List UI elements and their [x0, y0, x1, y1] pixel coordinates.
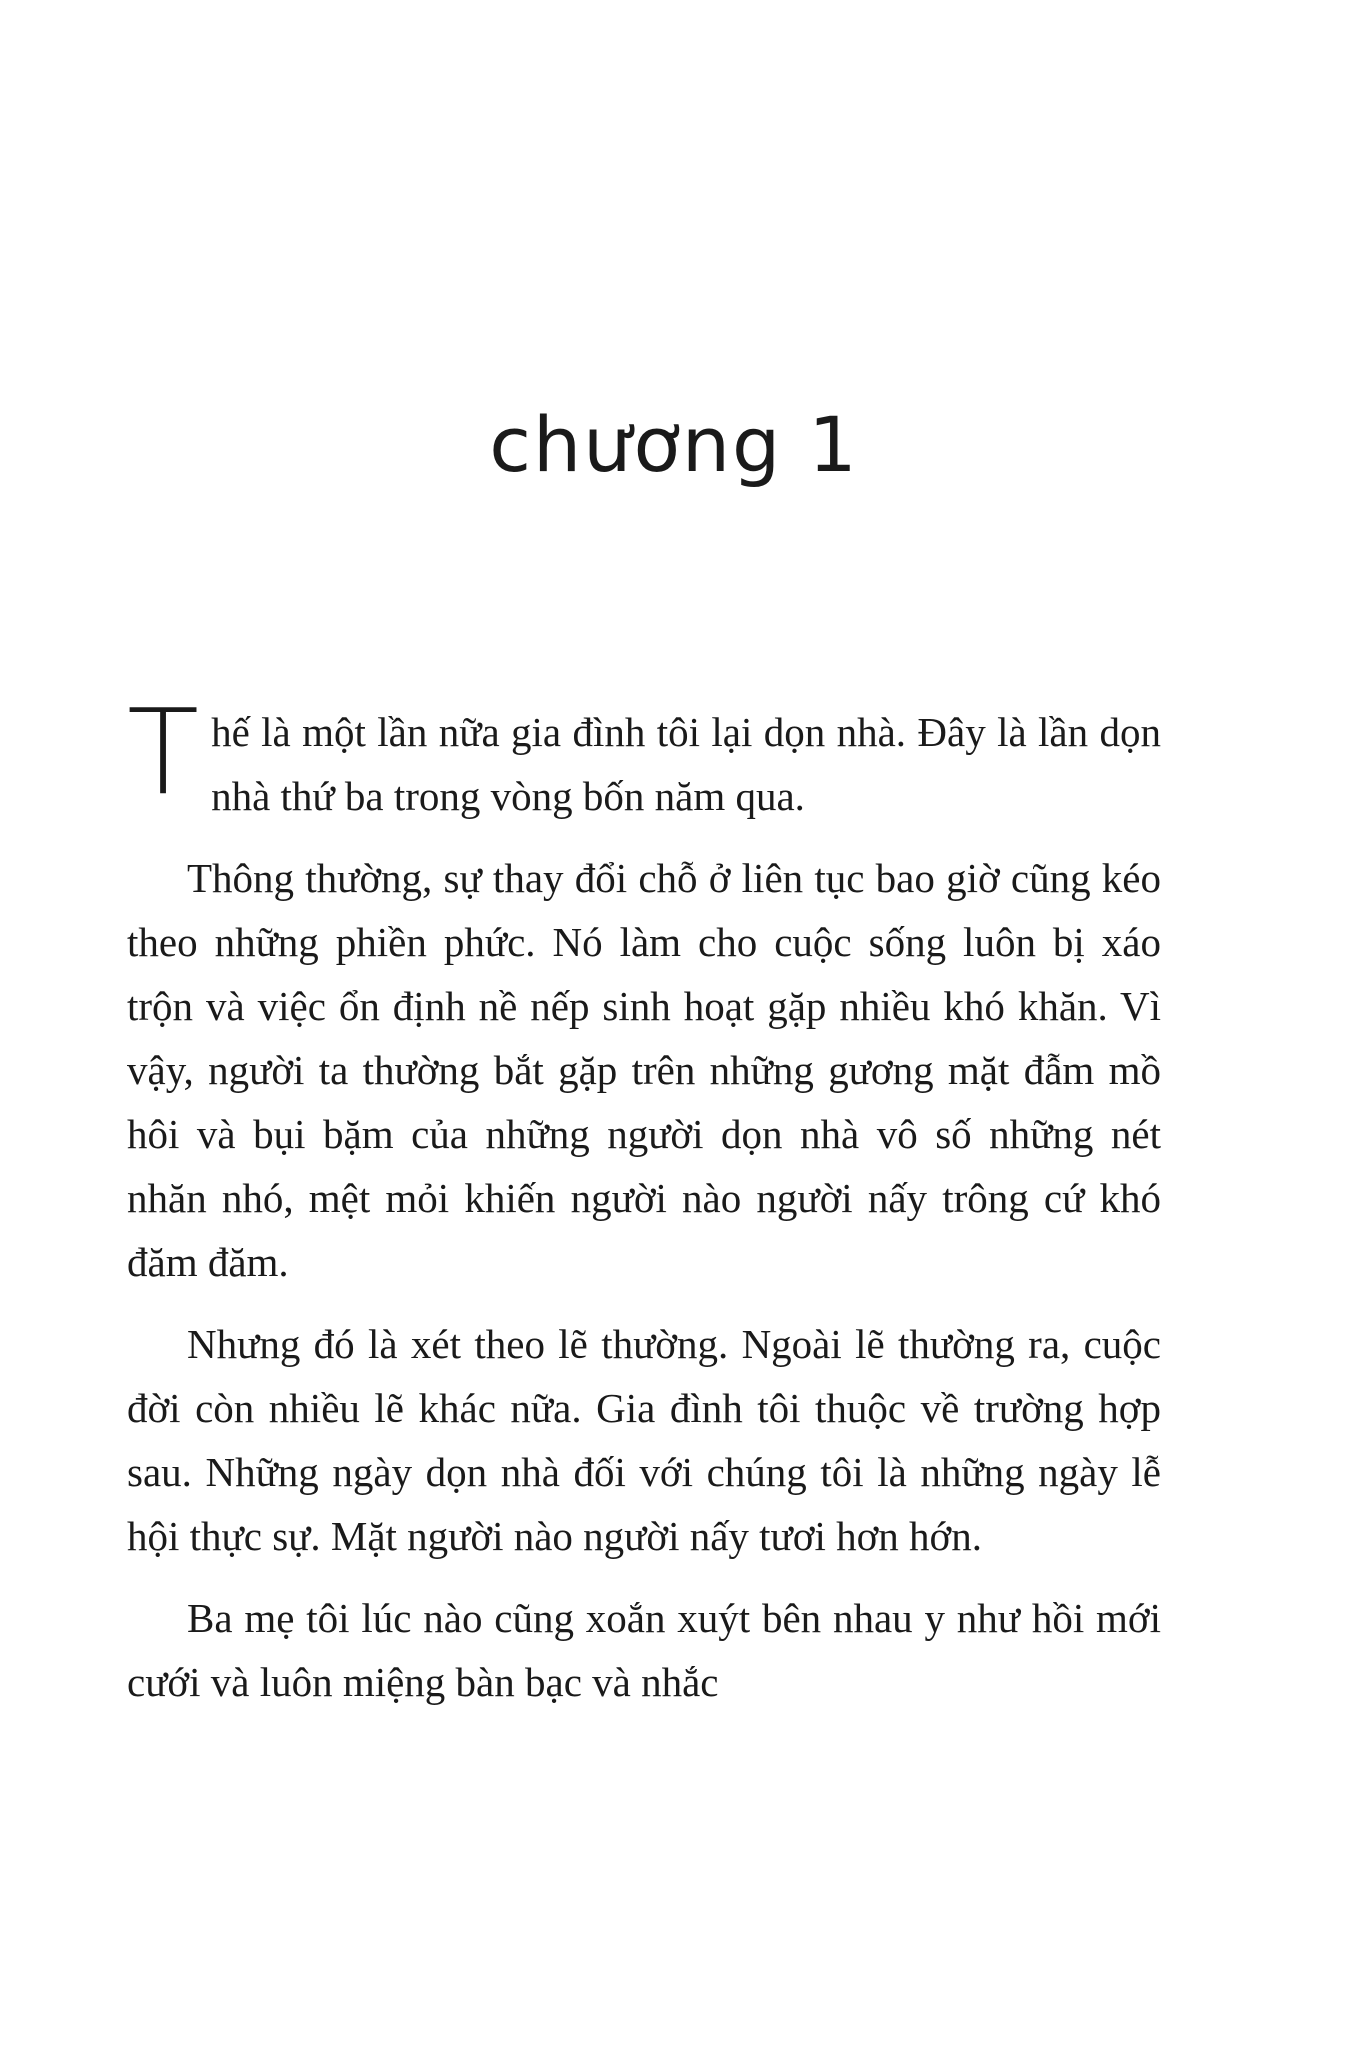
chapter-body: [127, 683, 1161, 1732]
chapter-title: chương 1: [489, 400, 859, 489]
paragraph-3: Nhưng đó là xét theo lẽ thường. Ngoài lẽ thường ra, cuộc đời còn nhiều lẽ khác nữa. Gia đình tôi thuộc về trường hợp sau. Những ngày dọn nhà đối với chúng tôi là những ngày lễ hội thực sự. Mặt người nào người nấy tươi hơn hớn.: [127, 1321, 1161, 1559]
paragraph-4: Ba mẹ tôi lúc nào cũng xoắn xuýt bên nhau y như hồi mới cưới và luôn miệng bàn bạc và nhắc: [127, 1595, 1161, 1705]
paragraph-1-text: hế là một lần nữa gia đình tôi lại dọn nhà. Đây là lần dọn nhà thứ ba trong vòng bốn năm qua.: [211, 709, 1161, 819]
paragraph-2: Thông thường, sự thay đổi chỗ ở liên tục bao giờ cũng kéo theo những phiền phức. Nó làm cho cuộc sống luôn bị xáo trộn và việc ổn định nề nếp sinh hoạt gặp nhiều khó khăn. Vì vậy, người ta thường bắt gặp trên những gương mặt đẫm mồ hôi và bụi bặm của những người dọn nhà vô số những nét nhăn nhó, mệt mỏi khiến người nào người nấy trông cứ khó đăm đăm.: [127, 855, 1161, 1285]
paragraph-1: [127, 683, 1161, 828]
drop-cap: T: [127, 683, 200, 821]
